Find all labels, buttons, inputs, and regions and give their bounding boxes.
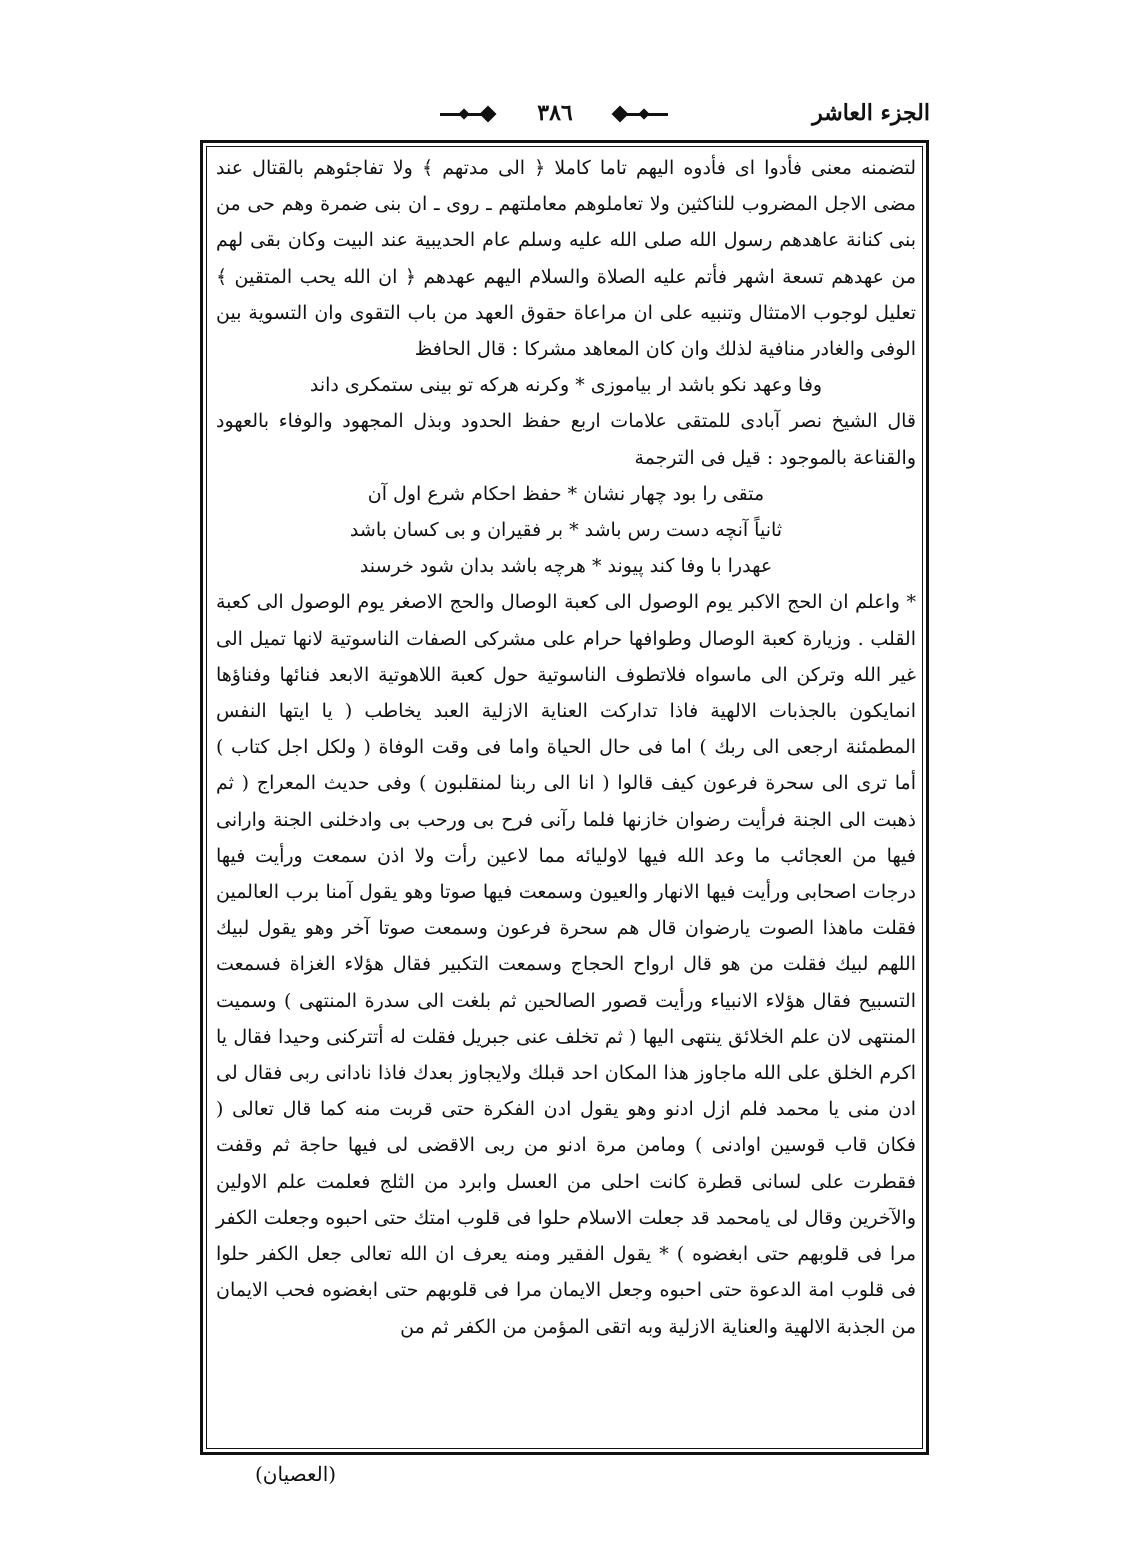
paragraph-1: لتضمنه معنى فأدوا اى فأدوه اليهم تاما كاملا ﴿ الى مدتهم ﴾ ولا تفاجئوهم بالقتال عند مضى الاجل المضروب للناكثين ولا تعاملوهم معاملتهم ـ روى ـ ان بنى ضمرة وهم حى من بنى كنانة عاهدهم رسول الله صلى الله عليه وسلم عام الحديبية عند البيت وكان بقى لهم من عهدهم تسعة اشهر فأتم عليه الصلاة والسلام اليهم عهدهم ﴿ ان الله يحب المتقين ﴾ تعليل لوجوب الامتثال وتنبيه على ان مراعاة حقوق العهد من باب التقوى وان التسوية بين الوفى والغادر منافية لذلك وان كان المعاهد مشركا : قال الحافظ xyxy=(216,157,916,361)
verse-hafiz: وفا وعهد نكو باشد ار بياموزى * وكرنه هركه تو بينى ستمكرى داند xyxy=(309,374,823,397)
ornament-left-icon xyxy=(440,113,490,116)
running-head xyxy=(200,100,930,140)
paragraph-2: قال الشيخ نصر آبادى للمتقى علامات اربع حفظ الحدود وبذل المجهود والوفاء بالعهود والقناعة بالموجود : قيل فى الترجمة xyxy=(216,410,916,469)
part-title: الجزء العاشر xyxy=(812,100,930,126)
verse-line-1: متقى را بود چهار نشان * حفظ احكام شرع اول آن xyxy=(367,482,765,505)
verse-line-3: عهدرا با وفا كند پيوند * هرچه باشد بدان شود خرسند xyxy=(359,555,773,578)
page-number: ٣٨٦ xyxy=(537,100,573,126)
paragraph-3: * واعلم ان الحج الاكبر يوم الوصول الى كعبة الوصال والحج الاصغر يوم الوصول الى كعبة القلب . وزيارة كعبة الوصال وطوافها حرام على مشركى الصفات الناسوتية لانها تميل الى غير الله وتركن الى ماسواه فلاتطوف الناسوتية حول كعبة اللاهوتية الابعد فنائها وفناؤها انمايكون بالجذبات الالهية فاذا تداركت العناية الازلية العبد يخاطب ( يا ايتها النفس المطمئنة ارجعى الى ربك ) اما فى حال الحياة واما فى وقت الوفاة ( ولكل اجل كتاب ) أما ترى الى سحرة فرعون كيف قالوا ( انا الى ربنا لمنقلبون ) وفى حديث المعراج ( ثم ذهبت الى الجنة فرأيت رضوان خازنها فلما رآنى فرح بى ورحب بى وادخلنى الجنة وارانى فيها من العجائب ما وعد الله فيها لاوليائه مما لاعين رأت ولا اذن سمعت ورأيت فيها درجات اصحابى ورأيت فيها الانهار والعيون وسمعت فيها صوتا وهو يقول آمنا برب العالمين فقلت ماهذا الصوت يارضوان قال هم سحرة فرعون وسمعت صوتا آخر وهو يقول لبيك اللهم لبيك فقلت من هو قال ارواح الحجاج وسمعت التكبير فقال هؤلاء الغزاة فسمعت التسبيح فقال هؤلاء الانبياء ورأيت قصور الصالحين ثم بلغت الى سدرة المنتهى ) وسميت المنتهى لان علم الخلائق ينتهى اليها ( ثم تخلف عنى جبريل فقلت له أتتركنى وحيدا فقال يا اكرم الخلق على الله ماجاوز هذا المكان احد قبلك ولايجاوز بعدك فاذا نادانى ربى فقال لى ادن منى يا محمد فلم ازل ادنو وهو يقول ادن الفكرة حتى قربت منه كما قال تعالى ( فكان قاب قوسين اوادنى ) ومامن مرة ادنو من ربى الاقضى لى فيها حاجة ثم وقفت فقطرت على لسانى قطرة كانت احلى من العسل وابرد من الثلج فعلمت علم الاولين والآخرين وقال لى يامحمد قد جعلت الاسلام حلوا فى قلوب امتك حتى احبوه وجعلت الكفر مرا فى قلوبهم حتى ابغضوه ) * يقول الفقير ومنه يعرف ان الله تعالى جعل الكفر حلوا فى قلوب امة الدعوة حتى احبوه وجعل الايمان مرا فى قلوبهم حتى ابغضوه فحب الايمان من الجذبة الالهية والعناية الازلية وبه اتقى المؤمن من الكفر ثم من xyxy=(216,591,916,1338)
catchword: (العصيان) xyxy=(255,1462,337,1486)
verse-line-2: ثانياً آنچه دست رس باشد * بر فقيران و بى كسان باشد xyxy=(349,519,783,542)
ornament-right-icon xyxy=(618,113,668,116)
main-text xyxy=(216,150,916,1345)
